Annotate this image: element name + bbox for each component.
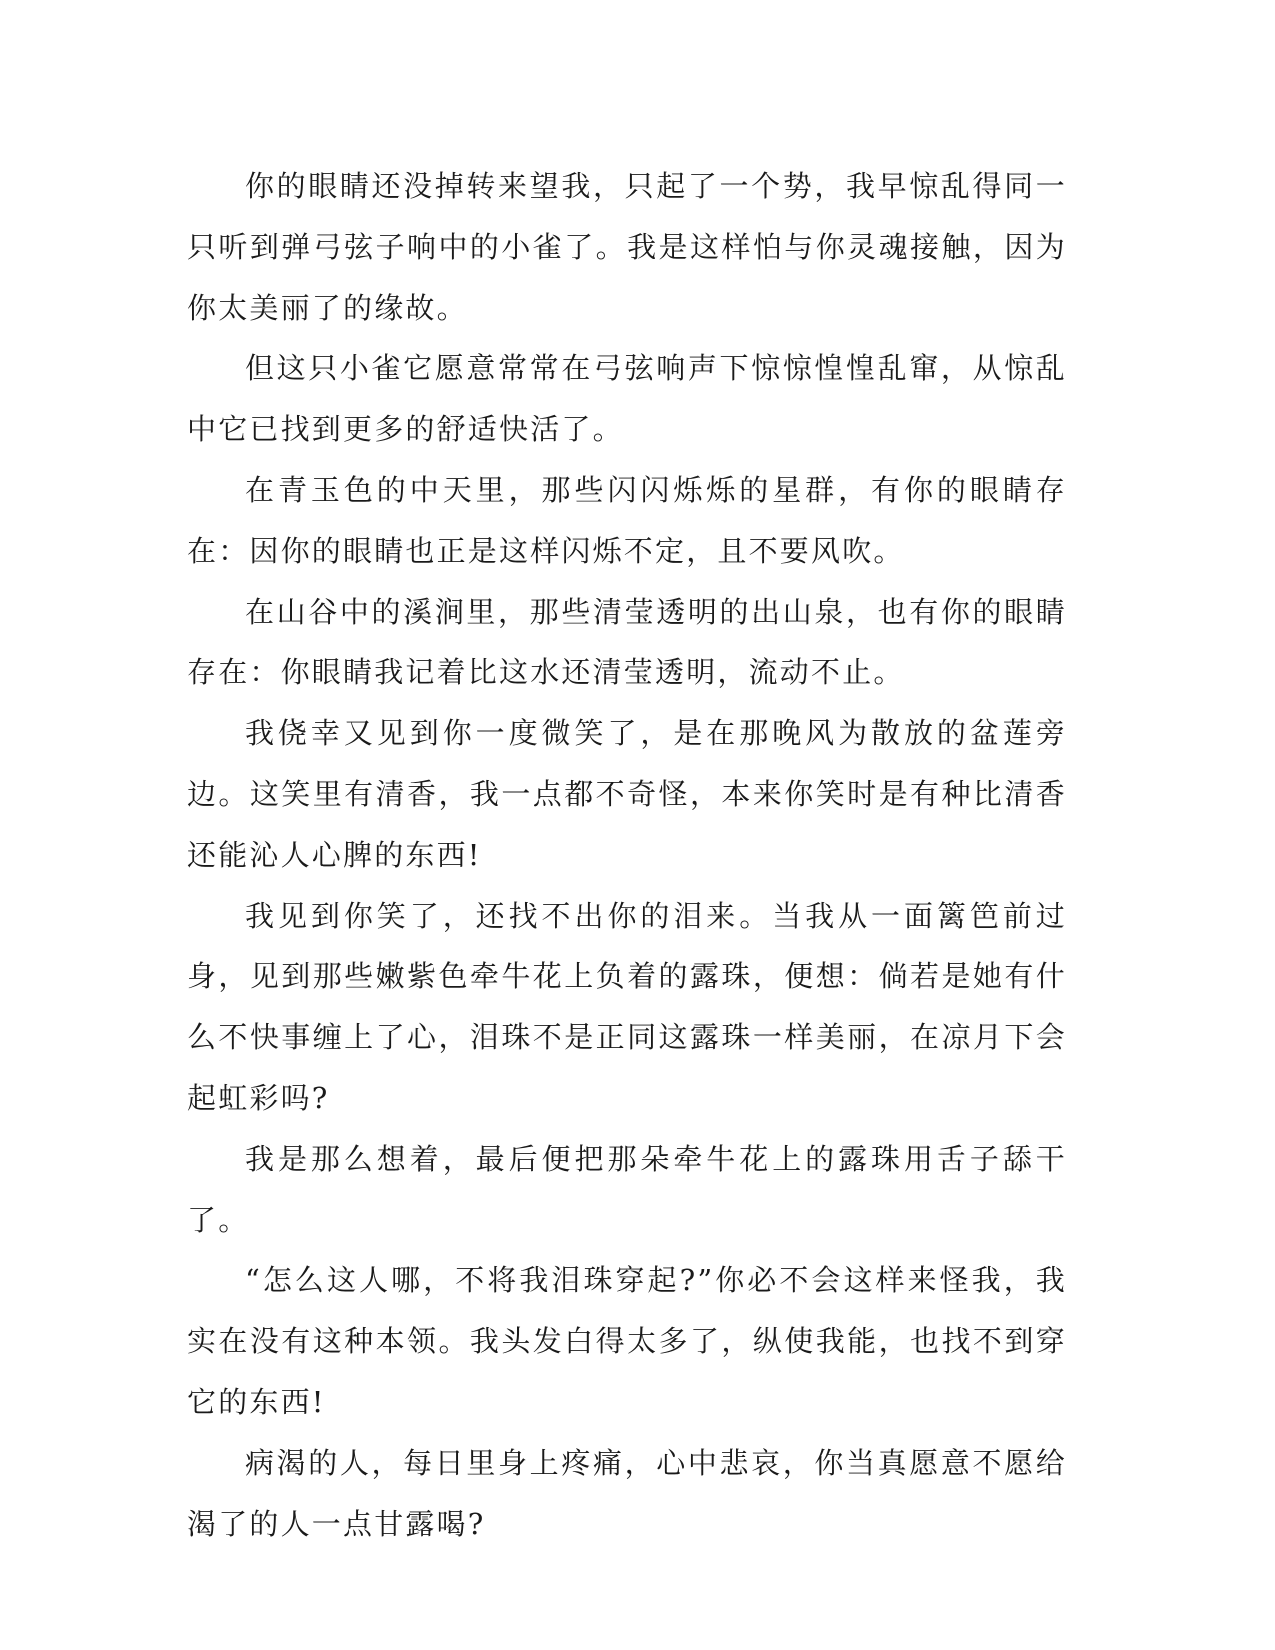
document-body xyxy=(187,156,1067,1554)
paragraph-3: 在青玉色的中天里，那些闪闪烁烁的星群，有你的眼睛存在：因你的眼睛也正是这样闪烁不定，且不要风吹。 xyxy=(187,472,1067,568)
paragraph-5: 我侥幸又见到你一度微笑了，是在那晚风为散放的盆莲旁边。这笑里有清香，我一点都不奇怪，本来你笑时是有种比清香还能沁人心脾的东西! xyxy=(187,716,1067,872)
paragraph-9: 病渴的人，每日里身上疼痛，心中悲哀，你当真愿意不愿给渴了的人一点甘露喝? xyxy=(187,1445,1067,1541)
paragraph-1: 你的眼睛还没掉转来望我，只起了一个势，我早惊乱得同一只听到弹弓弦子响中的小雀了。我是这样怕与你灵魂接触，因为你太美丽了的缘故。 xyxy=(187,169,1067,325)
paragraph-4: 在山谷中的溪涧里，那些清莹透明的出山泉，也有你的眼睛存在：你眼睛我记着比这水还清莹透明，流动不止。 xyxy=(187,594,1067,690)
paragraph-8: “怎么这人哪，不将我泪珠穿起?”你必不会这样来怪我，我实在没有这种本领。我头发白得太多了，纵使我能，也找不到穿它的东西! xyxy=(187,1263,1067,1419)
paragraph-7: 我是那么想着，最后便把那朵牵牛花上的露珠用舌子舔干了。 xyxy=(187,1141,1067,1237)
paragraph-6: 我见到你笑了，还找不出你的泪来。当我从一面篱笆前过身，见到那些嫩紫色牵牛花上负着的露珠，便想：倘若是她有什么不快事缠上了心，泪珠不是正同这露珠一样美丽，在凉月下会起虹彩吗? xyxy=(187,898,1067,1115)
paragraph-2: 但这只小雀它愿意常常在弓弦响声下惊惊惶惶乱窜，从惊乱中它已找到更多的舒适快活了。 xyxy=(187,351,1067,447)
